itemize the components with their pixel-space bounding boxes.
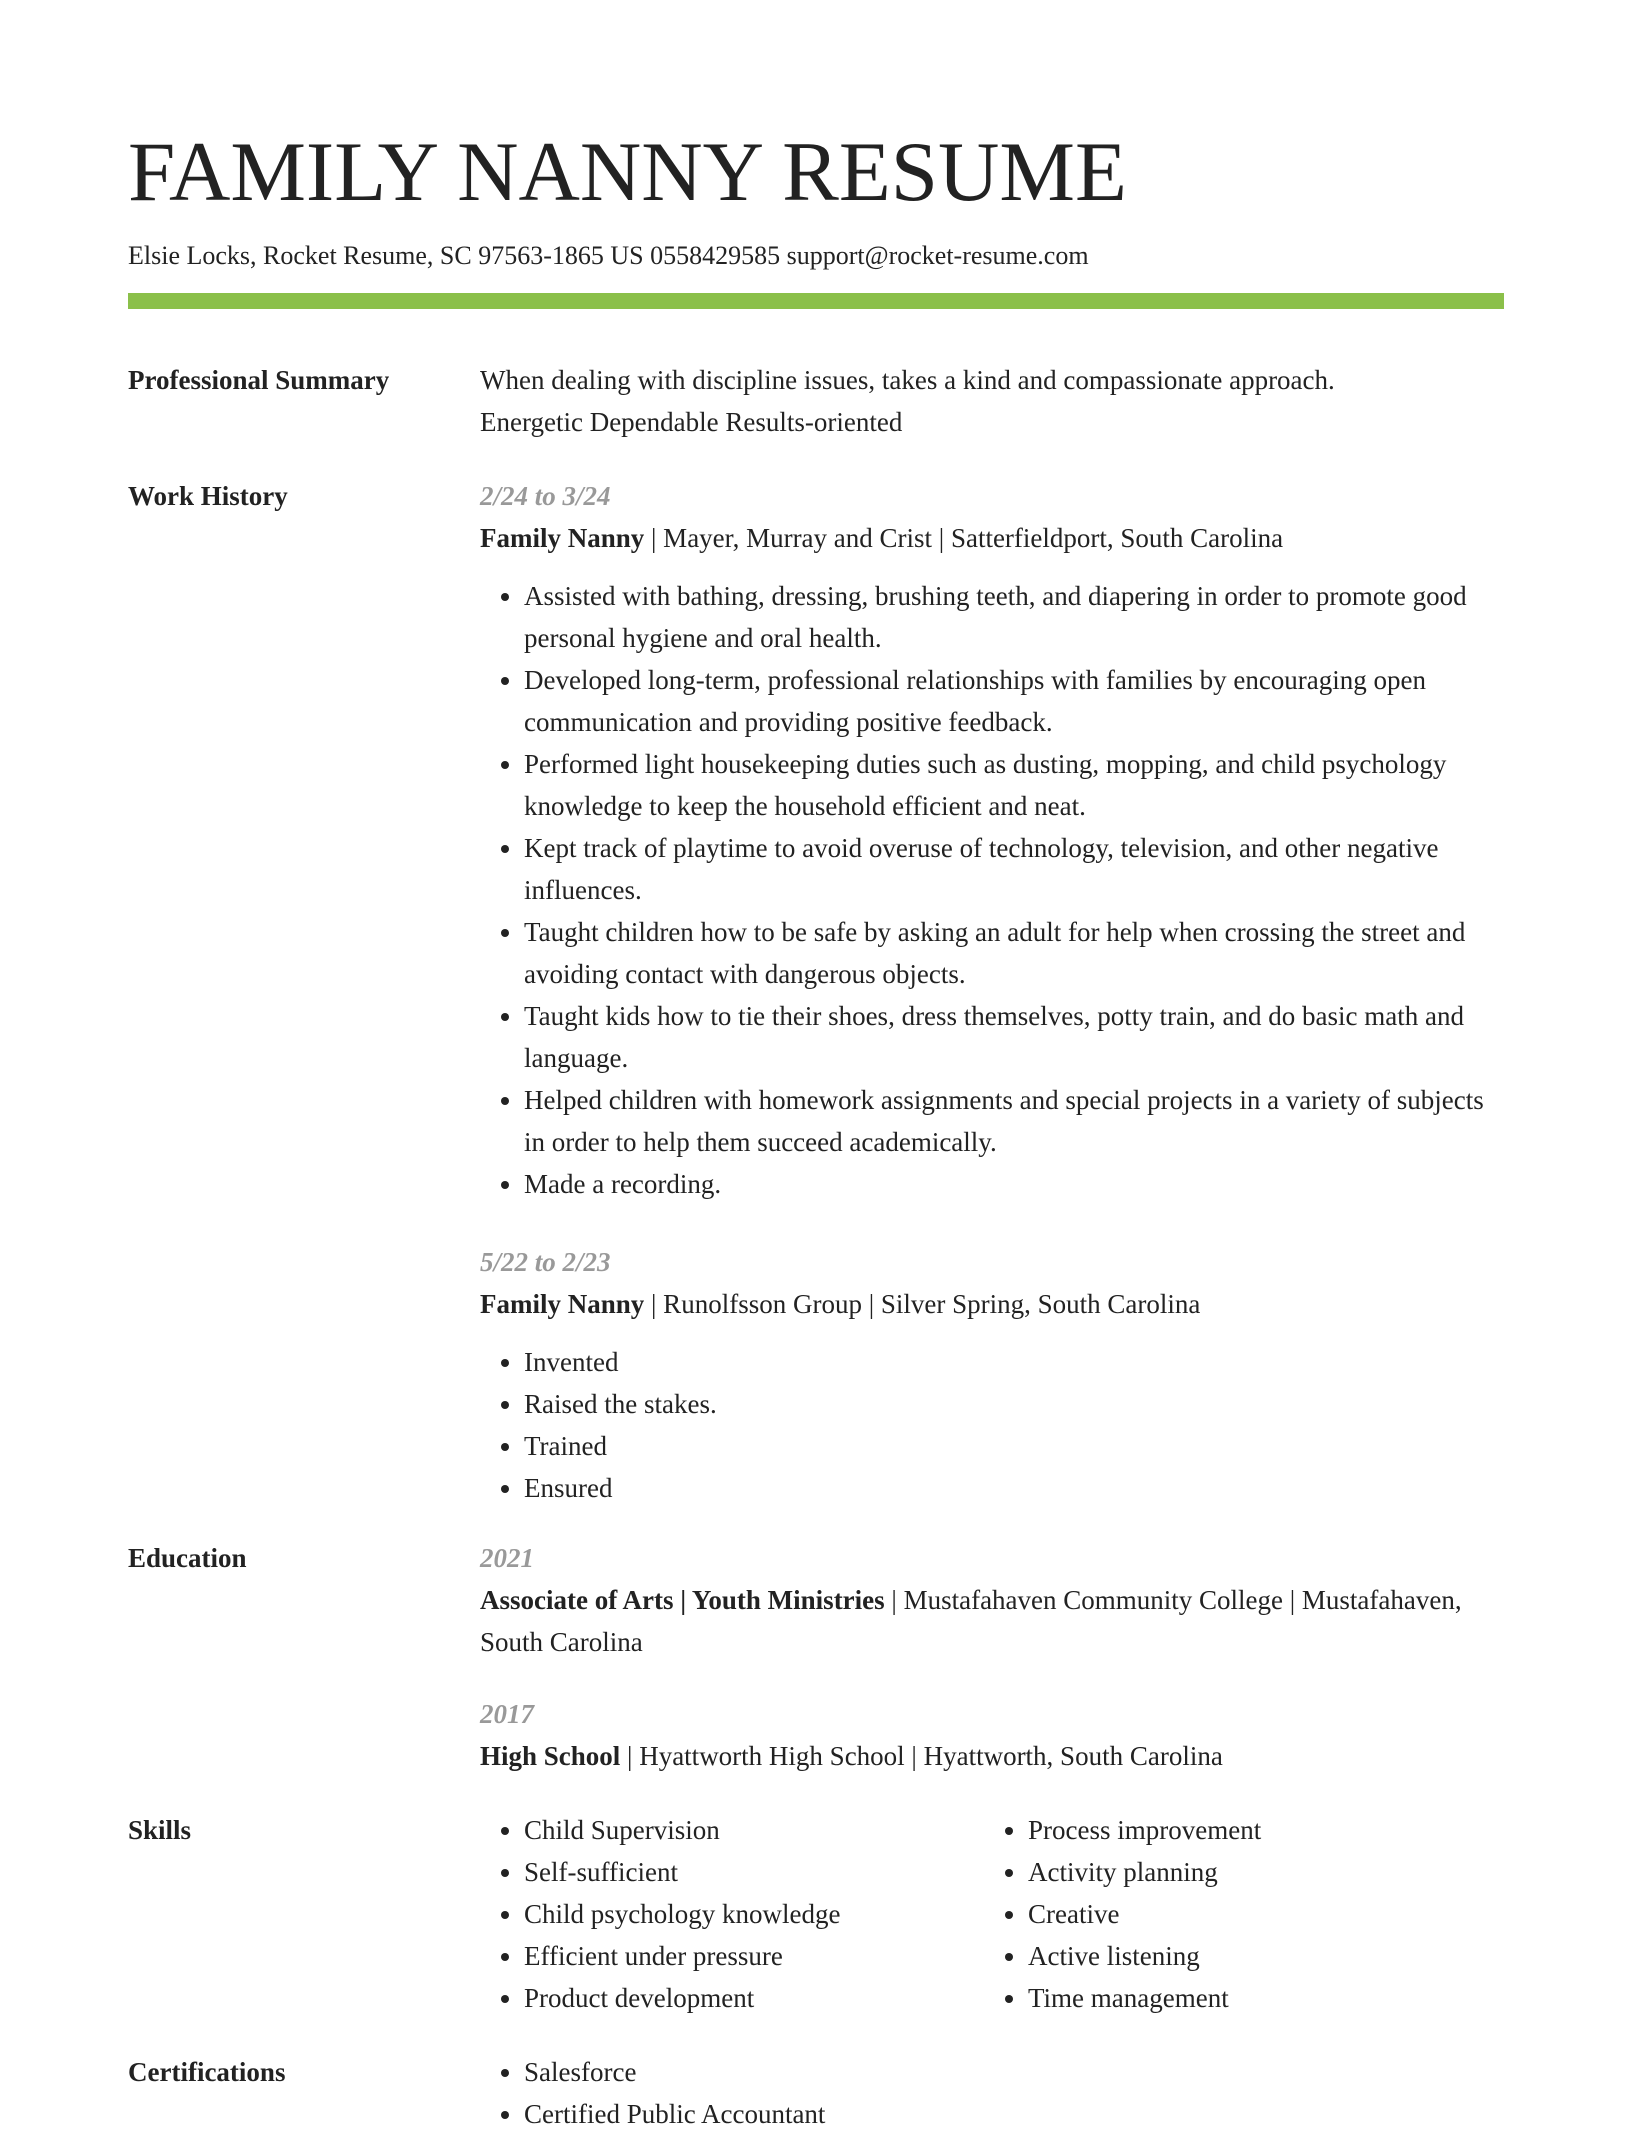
education-entry: [480, 1537, 1504, 1663]
section-label: Certifications: [128, 2056, 286, 2087]
education-year: 2017: [480, 1698, 534, 1729]
section-label: Skills: [128, 1814, 192, 1845]
education-details: | Mustafahaven Community College | Mustafahaven, South Carolina: [480, 1584, 1462, 1657]
list-item: • Creative: [1028, 1893, 1261, 1935]
list-item: • Made a recording.: [524, 1163, 1504, 1205]
list-item: • Assisted with bathing, dressing, brushing teeth, and diapering in order to promote good personal hygiene and oral health.: [524, 575, 1504, 659]
summary-line: Energetic Dependable Results-oriented: [480, 406, 903, 437]
list-item: • Certified Public Accountant: [524, 2093, 1504, 2135]
resume-title: FAMILY NANNY RESUME: [128, 125, 1127, 219]
skills-list: [984, 1809, 1261, 2019]
job-bullets: [480, 1341, 1504, 1509]
list-item: • Ensured: [524, 1467, 1504, 1509]
list-item: • Taught kids how to tie their shoes, dress themselves, potty train, and do basic math and language.: [524, 995, 1504, 1079]
summary-section: [128, 359, 1504, 443]
job-entry: [480, 475, 1504, 1205]
list-item: • Efficient under pressure: [524, 1935, 984, 1977]
job-bullets: [480, 575, 1504, 1205]
contact-line: Elsie Locks, Rocket Resume, SC 97563-1865 US 0558429585 support@rocket-resume.com: [128, 241, 1089, 270]
job-details: | Runolfsson Group | Silver Spring, South Carolina: [644, 1288, 1201, 1319]
certifications-list: [480, 2051, 1504, 2135]
skills-column: [984, 1809, 1261, 2019]
list-item: • Developed long-term, professional relationships with families by encouraging open communication and providing positive feedback.: [524, 659, 1504, 743]
education-heading: [480, 1735, 1504, 1777]
summary-line: When dealing with discipline issues, takes a kind and compassionate approach.: [480, 364, 1335, 395]
job-title: Family Nanny: [480, 1288, 645, 1319]
degree: Associate of Arts | Youth Ministries: [480, 1584, 885, 1615]
job-details: | Mayer, Murray and Crist | Satterfieldport, South Carolina: [644, 522, 1284, 553]
work-history-content: [480, 475, 1504, 1509]
education-heading: [480, 1579, 1504, 1663]
list-item: • Invented: [524, 1341, 1504, 1383]
education-year: 2021: [480, 1542, 534, 1573]
section-label: Professional Summary: [128, 364, 390, 395]
list-item: • Salesforce: [524, 2051, 1504, 2093]
list-item: • Raised the stakes.: [524, 1383, 1504, 1425]
list-item: • Self-sufficient: [524, 1851, 984, 1893]
job-dates: 5/22 to 2/23: [480, 1246, 611, 1277]
skills-list: [480, 1809, 984, 2019]
list-item: • Kept track of playtime to avoid overuse of technology, television, and other negative influences.: [524, 827, 1504, 911]
list-item: • Taught children how to be safe by asking an adult for help when crossing the street and avoiding contact with dangerous objects.: [524, 911, 1504, 995]
job-dates: 2/24 to 3/24: [480, 480, 611, 511]
job-entry: [480, 1241, 1504, 1509]
education-section: [128, 1537, 1504, 1777]
resume-page: [128, 118, 1504, 2135]
list-item: • Child psychology knowledge: [524, 1893, 984, 1935]
education-entry: [480, 1693, 1504, 1777]
degree: High School: [480, 1740, 621, 1771]
education-content: [480, 1537, 1504, 1777]
list-item: • Performed light housekeeping duties such as dusting, mopping, and child psychology knowledge to keep the household efficient and neat.: [524, 743, 1504, 827]
list-item: • Child Supervision: [524, 1809, 984, 1851]
list-item: • Time management: [1028, 1977, 1261, 2019]
section-label: Education: [128, 1542, 247, 1573]
certifications-content: [480, 2051, 1504, 2135]
work-history-section: [128, 475, 1504, 1509]
job-heading: [480, 517, 1504, 559]
education-details: | Hyattworth High School | Hyattworth, South Carolina: [620, 1740, 1223, 1771]
list-item: • Process improvement: [1028, 1809, 1261, 1851]
job-heading: [480, 1283, 1504, 1325]
summary-content: [480, 359, 1504, 443]
list-item: • Trained: [524, 1425, 1504, 1467]
list-item: • Product development: [524, 1977, 984, 2019]
skills-section: [128, 1809, 1504, 2019]
skills-columns: [480, 1809, 1504, 2019]
list-item: • Helped children with homework assignments and special projects in a variety of subjects in order to help them succeed academically.: [524, 1079, 1504, 1163]
certifications-section: [128, 2051, 1504, 2135]
header-divider: [128, 293, 1504, 309]
list-item: • Active listening: [1028, 1935, 1261, 1977]
skills-content: [480, 1809, 1504, 2019]
job-title: Family Nanny: [480, 522, 645, 553]
skills-column: [480, 1809, 984, 2019]
section-label: Work History: [128, 480, 288, 511]
list-item: • Activity planning: [1028, 1851, 1261, 1893]
